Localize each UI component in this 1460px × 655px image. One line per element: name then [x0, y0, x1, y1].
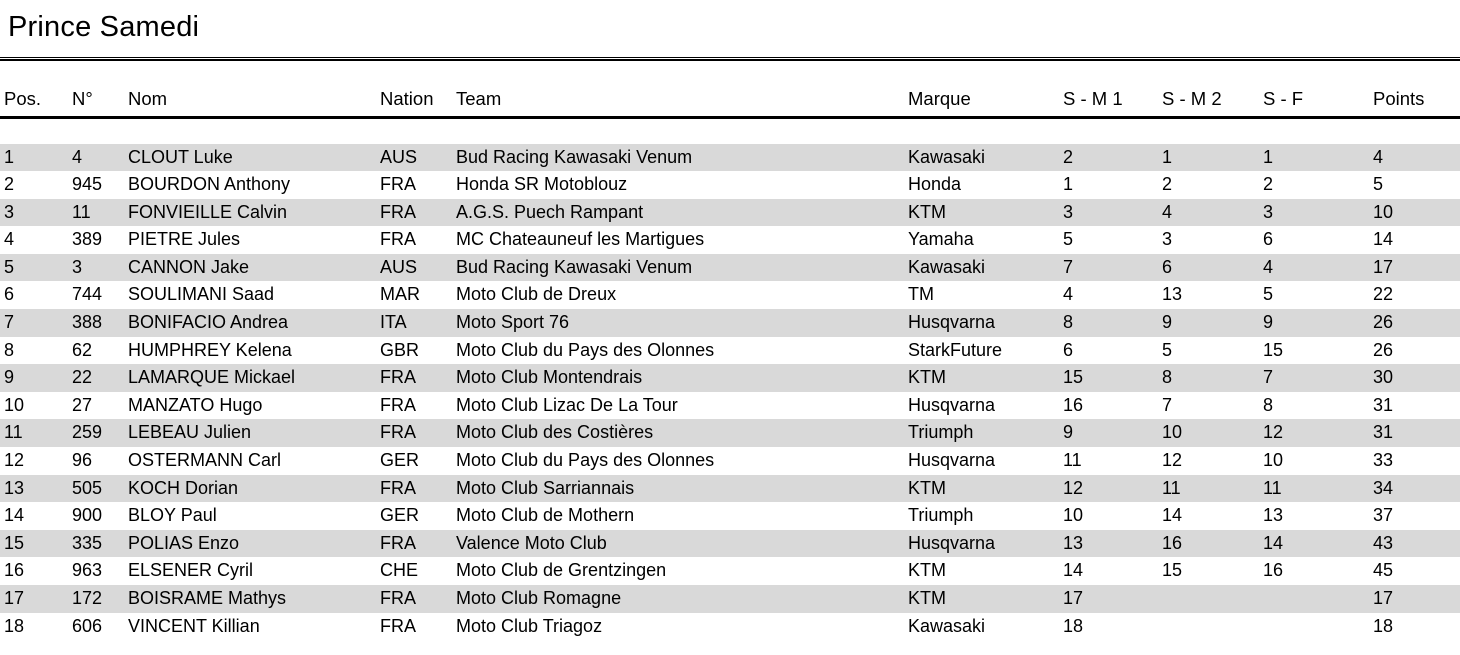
cell-sm1: 13 — [1063, 532, 1084, 553]
cell-sm1: 9 — [1063, 422, 1074, 443]
cell-number: 11 — [72, 201, 91, 222]
cell-number: 22 — [72, 367, 93, 388]
cell-name: BOISRAME Mathys — [128, 588, 287, 608]
cell-sm2: 15 — [1162, 560, 1183, 581]
cell-sm1: 11 — [1063, 450, 1082, 471]
cell-pos: 13 — [4, 477, 25, 498]
cell-team: Honda SR Motoblouz — [456, 174, 628, 195]
cell-number: 259 — [72, 422, 103, 443]
cell-points: 34 — [1373, 477, 1394, 498]
cell-sm2: 5 — [1162, 339, 1173, 360]
cell-sf — [1263, 585, 1373, 613]
cell-sm2: 10 — [1162, 422, 1183, 443]
cell-pos: 11 — [4, 422, 23, 443]
cell-nation: FRA — [380, 367, 416, 388]
column-header-points: Points — [1373, 88, 1425, 109]
table-row — [0, 226, 1460, 254]
cell-nation: FRA — [380, 201, 416, 222]
cell-points: 4 — [1373, 146, 1384, 167]
cell-points: 5 — [1373, 174, 1384, 195]
cell-pos: 17 — [4, 588, 25, 608]
cell-sm1: 6 — [1063, 339, 1074, 360]
cell-sf: 4 — [1263, 256, 1274, 277]
cell-name: LAMARQUE Mickael — [128, 367, 296, 388]
cell-marque: KTM — [908, 477, 946, 498]
cell-number: 96 — [72, 450, 93, 471]
table-row — [0, 585, 1460, 613]
cell-team: Moto Club Triagoz — [456, 615, 603, 636]
cell-name: BLOY Paul — [128, 505, 217, 526]
table-row — [0, 475, 1460, 503]
cell-team: Moto Club Romagne — [456, 588, 622, 608]
cell-name: LEBEAU Julien — [128, 422, 252, 443]
cell-name: OSTERMANN Carl — [128, 450, 282, 471]
cell-sm2: 7 — [1162, 394, 1173, 415]
table-row — [0, 613, 1460, 641]
cell-marque: KTM — [908, 201, 946, 222]
cell-pos: 6 — [4, 284, 15, 305]
cell-name: CLOUT Luke — [128, 146, 233, 167]
cell-sf: 7 — [1263, 367, 1274, 388]
cell-team: Moto Club de Dreux — [456, 284, 617, 305]
cell-sm2: 3 — [1162, 229, 1173, 250]
cell-nation: FRA — [380, 394, 416, 415]
column-header-pos: Pos. — [4, 88, 42, 109]
cell-sm1: 17 — [1063, 588, 1084, 608]
cell-sf: 6 — [1263, 229, 1274, 250]
cell-sm2: 13 — [1162, 284, 1183, 305]
cell-pos: 14 — [4, 505, 25, 526]
cell-marque: Kawasaki — [908, 146, 986, 167]
table-row — [0, 171, 1460, 199]
cell-points: 26 — [1373, 339, 1394, 360]
table-row — [0, 364, 1460, 392]
cell-sm1: 16 — [1063, 394, 1084, 415]
cell-points: 33 — [1373, 450, 1394, 471]
column-header-number: N° — [72, 88, 93, 109]
cell-sf: 15 — [1263, 339, 1284, 360]
table-row — [0, 254, 1460, 282]
cell-sf: 1 — [1263, 146, 1274, 167]
column-header-sm1: S - M 1 — [1063, 88, 1123, 109]
cell-number: 388 — [72, 312, 103, 333]
cell-points: 31 — [1373, 394, 1394, 415]
cell-nation: AUS — [380, 256, 418, 277]
cell-pos: 2 — [4, 174, 15, 195]
cell-points: 45 — [1373, 560, 1394, 581]
cell-team: Moto Club Sarriannais — [456, 477, 635, 498]
cell-marque: Husqvarna — [908, 312, 996, 333]
cell-marque: Kawasaki — [908, 615, 986, 636]
cell-pos: 3 — [4, 201, 15, 222]
cell-team: Moto Sport 76 — [456, 312, 570, 333]
cell-pos: 16 — [4, 560, 25, 581]
cell-number: 4 — [72, 146, 83, 167]
cell-points: 17 — [1373, 256, 1394, 277]
cell-marque: Honda — [908, 174, 962, 195]
cell-name: HUMPHREY Kelena — [128, 339, 292, 360]
cell-marque: TM — [908, 284, 934, 305]
cell-name: VINCENT Killian — [128, 615, 260, 636]
cell-number: 963 — [72, 560, 103, 581]
cell-number: 505 — [72, 477, 103, 498]
cell-team: Moto Club Montendrais — [456, 367, 643, 388]
cell-nation: GBR — [380, 339, 420, 360]
cell-number: 900 — [72, 505, 103, 526]
cell-number: 389 — [72, 229, 103, 250]
cell-marque: Kawasaki — [908, 256, 986, 277]
cell-points: 17 — [1373, 588, 1394, 608]
cell-nation: CHE — [380, 560, 419, 581]
cell-sm1: 5 — [1063, 229, 1074, 250]
cell-pos: 4 — [4, 229, 15, 250]
cell-nation: FRA — [380, 174, 416, 195]
cell-marque: Triumph — [908, 505, 974, 526]
cell-name: MANZATO Hugo — [128, 394, 263, 415]
cell-sf: 8 — [1263, 394, 1274, 415]
cell-marque: KTM — [908, 367, 946, 388]
cell-nation: GER — [380, 505, 420, 526]
cell-marque: Husqvarna — [908, 394, 996, 415]
cell-sf: 16 — [1263, 560, 1284, 581]
table-row — [0, 309, 1460, 337]
cell-nation: FRA — [380, 532, 416, 553]
cell-team: Moto Club de Mothern — [456, 505, 635, 526]
cell-sm1: 8 — [1063, 312, 1074, 333]
column-header-sf: S - F — [1263, 88, 1304, 109]
cell-pos: 5 — [4, 256, 15, 277]
cell-team: Bud Racing Kawasaki Venum — [456, 146, 693, 167]
cell-sf — [1263, 613, 1373, 641]
cell-sf: 11 — [1263, 477, 1282, 498]
cell-sm1: 15 — [1063, 367, 1084, 388]
cell-sm2: 6 — [1162, 256, 1173, 277]
cell-number: 27 — [72, 394, 93, 415]
cell-pos: 18 — [4, 615, 25, 636]
cell-team: Moto Club de Grentzingen — [456, 560, 667, 581]
cell-pos: 9 — [4, 367, 15, 388]
column-header-marque: Marque — [908, 88, 971, 109]
table-row — [0, 530, 1460, 558]
cell-team: Bud Racing Kawasaki Venum — [456, 256, 693, 277]
column-header-name: Nom — [128, 88, 168, 109]
cell-number: 945 — [72, 174, 103, 195]
cell-sf: 2 — [1263, 174, 1274, 195]
cell-marque: KTM — [908, 588, 946, 608]
cell-points: 10 — [1373, 201, 1394, 222]
cell-number: 606 — [72, 615, 103, 636]
cell-sm1: 12 — [1063, 477, 1084, 498]
cell-name: CANNON Jake — [128, 256, 250, 277]
cell-points: 30 — [1373, 367, 1394, 388]
cell-sm1: 1 — [1063, 174, 1074, 195]
cell-sm1: 4 — [1063, 284, 1074, 305]
column-header-nation: Nation — [380, 88, 434, 109]
cell-sm2: 9 — [1162, 312, 1173, 333]
cell-name: BONIFACIO Andrea — [128, 312, 289, 333]
cell-sm2: 14 — [1162, 505, 1183, 526]
cell-nation: GER — [380, 450, 420, 471]
cell-marque: Husqvarna — [908, 532, 996, 553]
cell-number: 744 — [72, 284, 103, 305]
table-row — [0, 392, 1460, 420]
column-header-sm2: S - M 2 — [1162, 88, 1222, 109]
cell-pos: 1 — [4, 146, 15, 167]
page-title: Prince Samedi — [8, 11, 200, 43]
cell-sm1: 7 — [1063, 256, 1074, 277]
cell-sm2: 2 — [1162, 174, 1173, 195]
cell-sf: 9 — [1263, 312, 1274, 333]
cell-team: Valence Moto Club — [456, 532, 607, 553]
table-row — [0, 557, 1460, 585]
cell-name: KOCH Dorian — [128, 477, 239, 498]
column-header-team: Team — [456, 88, 502, 109]
cell-sm2: 12 — [1162, 450, 1183, 471]
cell-nation: FRA — [380, 588, 416, 608]
cell-sm1: 18 — [1063, 615, 1084, 636]
cell-marque: Triumph — [908, 422, 974, 443]
cell-pos: 15 — [4, 532, 25, 553]
table-row — [0, 199, 1460, 227]
cell-sf: 12 — [1263, 422, 1284, 443]
table-body — [0, 144, 1460, 641]
cell-sm1: 10 — [1063, 505, 1084, 526]
table-row — [0, 337, 1460, 365]
cell-points: 37 — [1373, 505, 1394, 526]
cell-sf: 10 — [1263, 450, 1284, 471]
table-row — [0, 502, 1460, 530]
cell-sm2 — [1162, 585, 1263, 613]
cell-marque: KTM — [908, 560, 946, 581]
cell-name: BOURDON Anthony — [128, 174, 291, 195]
cell-team: Moto Club Lizac De La Tour — [456, 394, 678, 415]
cell-name: POLIAS Enzo — [128, 532, 240, 553]
cell-points: 14 — [1373, 229, 1394, 250]
cell-marque: Yamaha — [908, 229, 974, 250]
cell-name: SOULIMANI Saad — [128, 284, 275, 305]
cell-name: PIETRE Jules — [128, 229, 241, 250]
cell-sm1: 3 — [1063, 201, 1074, 222]
cell-team: A.G.S. Puech Rampant — [456, 201, 644, 222]
cell-sm2: 11 — [1162, 477, 1181, 498]
cell-team: Moto Club des Costières — [456, 422, 654, 443]
cell-points: 43 — [1373, 532, 1394, 553]
cell-nation: FRA — [380, 422, 416, 443]
cell-sf: 3 — [1263, 201, 1274, 222]
cell-sm2: 1 — [1162, 146, 1173, 167]
cell-sf: 5 — [1263, 284, 1274, 305]
cell-points: 18 — [1373, 615, 1394, 636]
table-row — [0, 419, 1460, 447]
cell-number: 335 — [72, 532, 103, 553]
cell-sm1: 14 — [1063, 560, 1084, 581]
table-row — [0, 447, 1460, 475]
cell-nation: FRA — [380, 229, 416, 250]
header-gap — [0, 119, 1460, 144]
cell-marque: Husqvarna — [908, 450, 996, 471]
cell-sm2: 16 — [1162, 532, 1183, 553]
cell-nation: FRA — [380, 615, 416, 636]
cell-team: MC Chateauneuf les Martigues — [456, 229, 705, 250]
cell-team: Moto Club du Pays des Olonnes — [456, 339, 715, 360]
cell-number: 3 — [72, 256, 83, 277]
cell-points: 31 — [1373, 422, 1394, 443]
cell-name: ELSENER Cyril — [128, 560, 254, 581]
cell-number: 62 — [72, 339, 93, 360]
cell-points: 26 — [1373, 312, 1394, 333]
cell-name: FONVIEILLE Calvin — [128, 201, 288, 222]
cell-team: Moto Club du Pays des Olonnes — [456, 450, 715, 471]
cell-points: 22 — [1373, 284, 1394, 305]
cell-pos: 10 — [4, 394, 25, 415]
cell-sm2: 8 — [1162, 367, 1173, 388]
cell-pos: 12 — [4, 450, 25, 471]
table-row — [0, 281, 1460, 309]
cell-nation: MAR — [380, 284, 420, 305]
cell-sm2 — [1162, 613, 1263, 641]
cell-sm1: 2 — [1063, 146, 1074, 167]
table-row — [0, 144, 1460, 172]
cell-nation: FRA — [380, 477, 416, 498]
cell-sm2: 4 — [1162, 201, 1173, 222]
cell-marque: StarkFuture — [908, 339, 1003, 360]
cell-nation: AUS — [380, 146, 418, 167]
cell-number: 172 — [72, 588, 103, 608]
cell-nation: ITA — [380, 312, 407, 333]
table-header-row — [0, 61, 1460, 116]
cell-sf: 14 — [1263, 532, 1284, 553]
cell-pos: 8 — [4, 339, 15, 360]
cell-sf: 13 — [1263, 505, 1284, 526]
cell-pos: 7 — [4, 312, 15, 333]
